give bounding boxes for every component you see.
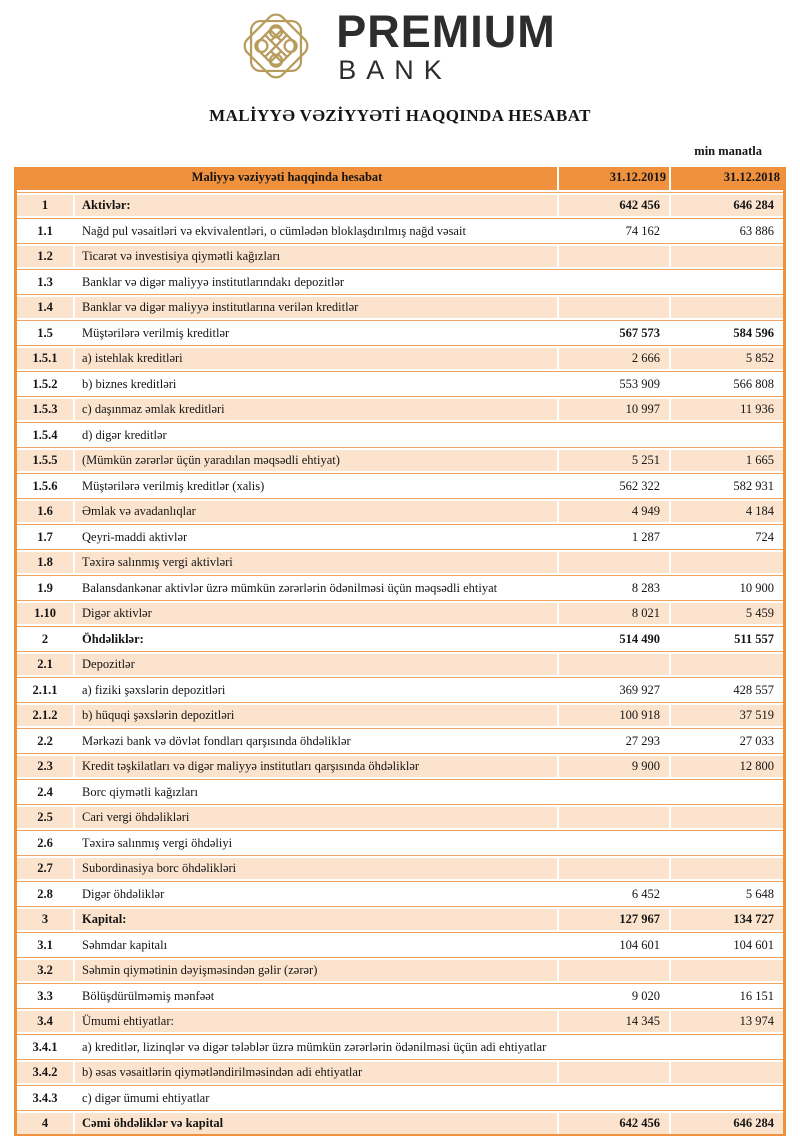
table-row [17, 756, 783, 777]
row-number: 1.2 [17, 246, 73, 267]
row-value-2018: 37 519 [671, 705, 783, 726]
table-row [17, 833, 783, 854]
table-row [17, 527, 783, 548]
table-row [17, 425, 783, 446]
table-row [17, 348, 783, 369]
row-value-2018: 4 184 [671, 501, 783, 522]
row-separator [17, 881, 783, 882]
row-separator [17, 1034, 783, 1035]
row-value-2019: 5 251 [559, 450, 669, 471]
row-value-2018 [671, 1037, 783, 1058]
row-value-2019: 27 293 [559, 731, 669, 752]
row-value-2019: 562 322 [559, 476, 669, 497]
row-value-2018: 63 886 [671, 221, 783, 242]
row-number: 2.7 [17, 858, 73, 879]
table-body [17, 195, 783, 1134]
column-header-2019: 31.12.2019 [559, 167, 669, 190]
row-label: Digər öhdəliklər [75, 884, 557, 905]
row-value-2018 [671, 297, 783, 318]
row-number: 1.5.5 [17, 450, 73, 471]
row-number: 2.6 [17, 833, 73, 854]
row-value-2019: 127 967 [559, 909, 669, 930]
row-number: 3.4 [17, 1011, 73, 1032]
row-separator [17, 269, 783, 270]
row-value-2019: 8 021 [559, 603, 669, 624]
row-number: 2.8 [17, 884, 73, 905]
row-value-2018 [671, 654, 783, 675]
row-number: 2.5 [17, 807, 73, 828]
table-row [17, 552, 783, 573]
row-label: Kapital: [75, 909, 557, 930]
row-separator [17, 600, 783, 601]
row-label: Öhdəliklər: [75, 629, 557, 650]
row-separator [17, 396, 783, 397]
row-value-2018: 584 596 [671, 323, 783, 344]
row-value-2018: 16 151 [671, 986, 783, 1007]
table-row [17, 909, 783, 930]
row-label: b) əsas vəsaitlərin qiymətləndirilməsindən adi ehtiyatlar [75, 1062, 557, 1083]
row-number: 1.5.1 [17, 348, 73, 369]
row-separator [17, 932, 783, 933]
table-header-title: Maliyyə vəziyyəti haqqinda hesabat [17, 167, 557, 190]
row-value-2019 [559, 1037, 669, 1058]
row-separator [17, 906, 783, 907]
row-value-2019: 1 287 [559, 527, 669, 548]
celtic-knot-emblem-icon [232, 3, 320, 89]
table-row [17, 986, 783, 1007]
row-separator [17, 1008, 783, 1009]
row-value-2018: 1 665 [671, 450, 783, 471]
row-separator [17, 830, 783, 831]
row-number: 2.1.1 [17, 680, 73, 701]
row-value-2018: 646 284 [671, 1113, 783, 1134]
row-label: Aktivlər: [75, 195, 557, 216]
row-label: Depozitlər [75, 654, 557, 675]
row-value-2018: 582 931 [671, 476, 783, 497]
row-value-2019 [559, 297, 669, 318]
row-label: Qeyri-maddi aktivlər [75, 527, 557, 548]
row-value-2019: 104 601 [559, 935, 669, 956]
table-row [17, 731, 783, 752]
row-separator [17, 753, 783, 754]
row-value-2018: 27 033 [671, 731, 783, 752]
row-value-2018 [671, 807, 783, 828]
row-separator [17, 192, 783, 193]
table-row [17, 578, 783, 599]
row-separator [17, 779, 783, 780]
row-label: c) daşınmaz əmlak kreditləri [75, 399, 557, 420]
row-number: 1.5 [17, 323, 73, 344]
row-value-2019 [559, 1062, 669, 1083]
row-number: 1.3 [17, 272, 73, 293]
row-label: Səhmdar kapitalı [75, 935, 557, 956]
row-value-2018: 134 727 [671, 909, 783, 930]
row-separator [17, 243, 783, 244]
row-separator [17, 422, 783, 423]
row-label: Banklar və digər maliyyə institutlarındakı depozitlər [75, 272, 557, 293]
table-row [17, 272, 783, 293]
row-value-2018 [671, 246, 783, 267]
brand-name-text: PREMIUM [336, 6, 556, 57]
row-value-2018 [671, 858, 783, 879]
row-number: 2 [17, 629, 73, 650]
table-row [17, 399, 783, 420]
row-label: Əmlak və avadanlıqlar [75, 501, 557, 522]
row-number: 2.2 [17, 731, 73, 752]
table-row [17, 1062, 783, 1083]
row-number: 3.1 [17, 935, 73, 956]
row-separator [17, 626, 783, 627]
row-separator [17, 728, 783, 729]
row-value-2019: 6 452 [559, 884, 669, 905]
row-value-2019 [559, 1088, 669, 1109]
row-separator [17, 473, 783, 474]
row-number: 1.4 [17, 297, 73, 318]
row-separator [17, 983, 783, 984]
row-separator [17, 1059, 783, 1060]
table-row [17, 450, 783, 471]
row-number: 2.4 [17, 782, 73, 803]
row-label: Təxirə salınmış vergi aktivləri [75, 552, 557, 573]
row-label: Digər aktivlər [75, 603, 557, 624]
row-number: 2.1.2 [17, 705, 73, 726]
row-number: 3.4.1 [17, 1037, 73, 1058]
row-value-2018 [671, 1062, 783, 1083]
table-row [17, 374, 783, 395]
row-value-2018: 511 557 [671, 629, 783, 650]
row-label: Balansdankənar aktivlər üzrə mümkün zərərlərin ödənilməsi üçün məqsədli ehtiyat [75, 578, 557, 599]
row-value-2018: 11 936 [671, 399, 783, 420]
row-value-2019 [559, 654, 669, 675]
row-separator [17, 1085, 783, 1086]
row-number: 1.9 [17, 578, 73, 599]
row-label: Mərkəzi bank və dövlət fondları qarşısında öhdəliklər [75, 731, 557, 752]
row-value-2018: 5 459 [671, 603, 783, 624]
row-value-2018 [671, 960, 783, 981]
row-value-2018: 566 808 [671, 374, 783, 395]
row-value-2018: 646 284 [671, 195, 783, 216]
row-number: 3 [17, 909, 73, 930]
row-label: Müştərilərə verilmiş kreditlər [75, 323, 557, 344]
row-label: a) istehlak kreditləri [75, 348, 557, 369]
row-number: 1.5.3 [17, 399, 73, 420]
row-number: 1 [17, 195, 73, 216]
row-value-2019: 9 020 [559, 986, 669, 1007]
row-value-2019: 100 918 [559, 705, 669, 726]
row-label: Subordinasiya borc öhdəlikləri [75, 858, 557, 879]
table-header-row [17, 167, 783, 190]
row-value-2019: 369 927 [559, 680, 669, 701]
row-number: 1.1 [17, 221, 73, 242]
row-label: Borc qiymətli kağızları [75, 782, 557, 803]
row-value-2019 [559, 782, 669, 803]
row-label: (Mümkün zərərlər üçün yaradılan məqsədli ehtiyat) [75, 450, 557, 471]
row-value-2018: 5 648 [671, 884, 783, 905]
column-header-2018: 31.12.2018 [671, 167, 783, 190]
row-label: Müştərilərə verilmiş kreditlər (xalis) [75, 476, 557, 497]
row-separator [17, 651, 783, 652]
row-value-2018 [671, 1088, 783, 1109]
table-row [17, 935, 783, 956]
row-number: 1.10 [17, 603, 73, 624]
table-row [17, 501, 783, 522]
table-row [17, 680, 783, 701]
row-value-2019: 14 345 [559, 1011, 669, 1032]
table-row [17, 195, 783, 216]
table-row [17, 603, 783, 624]
row-label: Ümumi ehtiyatlar: [75, 1011, 557, 1032]
row-label: Cari vergi öhdəlikləri [75, 807, 557, 828]
unit-note: min manatla [694, 144, 762, 158]
row-separator [17, 345, 783, 346]
row-value-2019: 74 162 [559, 221, 669, 242]
row-number: 2.1 [17, 654, 73, 675]
table-row [17, 654, 783, 675]
table-row [17, 1088, 783, 1109]
row-number: 1.6 [17, 501, 73, 522]
brand-sub-text: BANK [338, 55, 452, 85]
table-row [17, 1011, 783, 1032]
row-label: c) digər ümumi ehtiyatlar [75, 1088, 557, 1109]
row-number: 3.4.3 [17, 1088, 73, 1109]
table-row [17, 476, 783, 497]
table-row [17, 960, 783, 981]
row-value-2018: 12 800 [671, 756, 783, 777]
row-value-2019: 9 900 [559, 756, 669, 777]
row-value-2018: 724 [671, 527, 783, 548]
row-number: 1.8 [17, 552, 73, 573]
row-value-2019 [559, 960, 669, 981]
row-number: 4 [17, 1113, 73, 1134]
row-value-2019: 2 666 [559, 348, 669, 369]
row-value-2019 [559, 425, 669, 446]
row-number: 1.5.4 [17, 425, 73, 446]
row-label: Ticarət və investisiya qiymətli kağızları [75, 246, 557, 267]
row-label: Kredit təşkilatları və digər maliyyə institutları qarşısında öhdəliklər [75, 756, 557, 777]
table-row [17, 1113, 783, 1134]
row-number: 2.3 [17, 756, 73, 777]
row-number: 3.3 [17, 986, 73, 1007]
row-label: Səhmin qiymətinin dəyişməsindən gəlir (zərər) [75, 960, 557, 981]
row-separator [17, 549, 783, 550]
row-label: Cəmi öhdəliklər və kapital [75, 1113, 557, 1134]
bank-logo [0, 0, 800, 92]
row-value-2019 [559, 272, 669, 293]
row-number: 1.7 [17, 527, 73, 548]
row-value-2018: 428 557 [671, 680, 783, 701]
row-number: 3.4.2 [17, 1062, 73, 1083]
row-value-2018 [671, 272, 783, 293]
row-value-2019 [559, 807, 669, 828]
page-title: MALİYYƏ VƏZİYYƏTİ HAQQINDA HESABAT [209, 106, 591, 125]
row-label: d) digər kreditlər [75, 425, 557, 446]
table-row [17, 629, 783, 650]
row-separator [17, 804, 783, 805]
row-separator [17, 447, 783, 448]
row-value-2019: 4 949 [559, 501, 669, 522]
row-value-2019: 642 456 [559, 195, 669, 216]
table-row [17, 1037, 783, 1058]
row-value-2019: 514 490 [559, 629, 669, 650]
row-separator [17, 320, 783, 321]
row-value-2018: 13 974 [671, 1011, 783, 1032]
row-value-2018 [671, 425, 783, 446]
financial-statement-table [14, 167, 786, 1136]
row-label: Banklar və digər maliyyə institutlarına verilən kreditlər [75, 297, 557, 318]
row-value-2019: 10 997 [559, 399, 669, 420]
row-value-2019: 567 573 [559, 323, 669, 344]
row-separator [17, 498, 783, 499]
row-value-2018 [671, 782, 783, 803]
row-value-2019 [559, 552, 669, 573]
row-number: 3.2 [17, 960, 73, 981]
table-row [17, 221, 783, 242]
table-row [17, 705, 783, 726]
row-value-2019: 8 283 [559, 578, 669, 599]
row-separator [17, 957, 783, 958]
table-row [17, 297, 783, 318]
row-value-2019: 642 456 [559, 1113, 669, 1134]
row-label: Bölüşdürülməmiş mənfəət [75, 986, 557, 1007]
row-label: b) biznes kreditləri [75, 374, 557, 395]
row-separator [17, 702, 783, 703]
row-separator [17, 575, 783, 576]
row-number: 1.5.6 [17, 476, 73, 497]
row-separator [17, 218, 783, 219]
row-value-2018 [671, 552, 783, 573]
row-separator [17, 677, 783, 678]
row-value-2018: 10 900 [671, 578, 783, 599]
row-value-2019: 553 909 [559, 374, 669, 395]
table-row [17, 807, 783, 828]
row-value-2018 [671, 833, 783, 854]
row-value-2018: 104 601 [671, 935, 783, 956]
row-label: a) kreditlər, lizinqlər və digər tələblər üzrə mümkün zərərlərin ödənilməsi üçün adi ehtiyatlar [75, 1037, 557, 1058]
row-number: 1.5.2 [17, 374, 73, 395]
table-row [17, 323, 783, 344]
row-separator [17, 294, 783, 295]
row-separator [17, 1110, 783, 1111]
row-separator [17, 524, 783, 525]
table-row [17, 246, 783, 267]
row-value-2019 [559, 833, 669, 854]
row-value-2019 [559, 246, 669, 267]
row-label: b) hüquqi şəxslərin depozitləri [75, 705, 557, 726]
row-separator [17, 855, 783, 856]
bank-wordmark [336, 6, 556, 85]
row-label: a) fiziki şəxslərin depozitləri [75, 680, 557, 701]
row-label: Nağd pul vəsaitləri və ekvivalentləri, o cümlədən bloklaşdırılmış nağd vəsait [75, 221, 557, 242]
table-row [17, 782, 783, 803]
row-label: Təxirə salınmış vergi öhdəliyi [75, 833, 557, 854]
row-value-2019 [559, 858, 669, 879]
row-separator [17, 371, 783, 372]
row-value-2018: 5 852 [671, 348, 783, 369]
table-row [17, 858, 783, 879]
table-row [17, 884, 783, 905]
